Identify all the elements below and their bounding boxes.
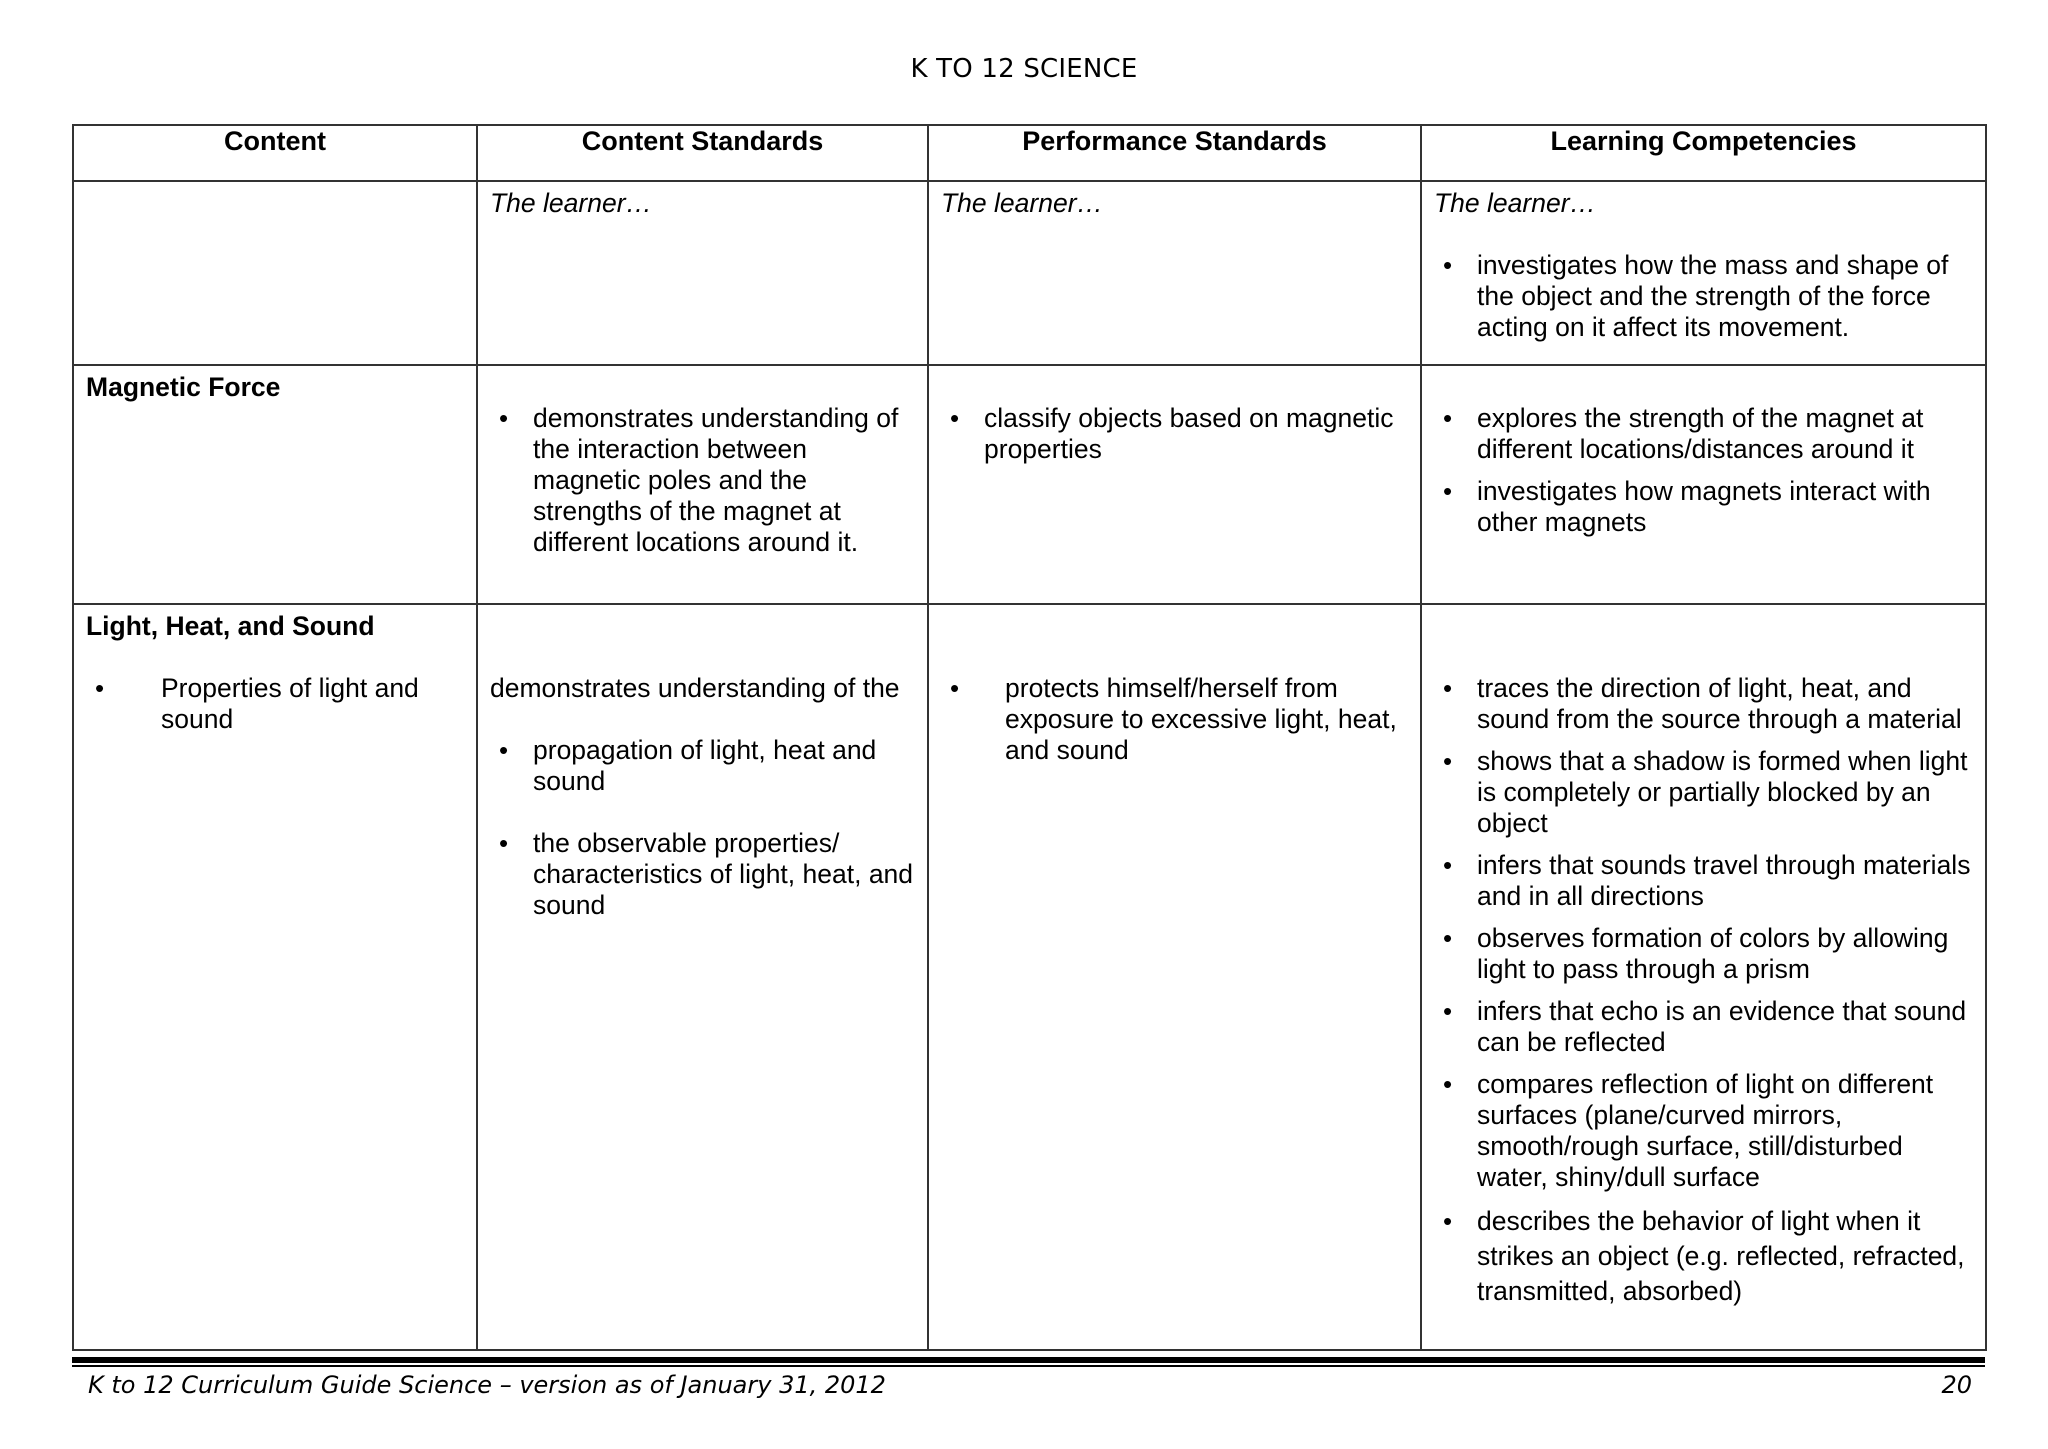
content-cell	[73, 181, 477, 365]
content-standards-cell	[477, 604, 928, 1350]
content-cell	[73, 604, 477, 1350]
column-header-content-standards: Content Standards	[477, 125, 928, 181]
list-item: • investigates how the mass and shape of the object and the strength of the force acting on it affect its movement.	[1434, 250, 1973, 343]
content-cell	[73, 365, 477, 604]
competency-list	[1434, 403, 1973, 538]
list-item: • demonstrates understanding of the interaction between magnetic poles and the strengths of the magnet at different locations around it.	[490, 403, 915, 558]
page-title: K TO 12 SCIENCE	[910, 54, 1138, 84]
content-standards-cell	[477, 365, 928, 604]
list-item: • compares reflection of light on different surfaces (plane/curved mirrors, smooth/rough surface, still/disturbed water, shiny/dull surface	[1434, 1069, 1973, 1193]
content-standards-list	[490, 403, 915, 558]
list-item: • observes formation of colors by allowing light to pass through a prism	[1434, 923, 1973, 985]
list-item: • infers that echo is an evidence that sound can be reflected	[1434, 996, 1973, 1058]
table-row	[73, 181, 1986, 365]
curriculum-table	[72, 124, 1987, 1351]
learner-intro: The learner…	[941, 188, 1104, 218]
list-item: • protects himself/herself from exposure to excessive light, heat, and sound	[941, 673, 1408, 766]
learner-intro: The learner…	[1434, 188, 1597, 218]
header-row	[73, 125, 1986, 181]
column-header-learning-competencies: Learning Competencies	[1421, 125, 1986, 181]
content-standards-cell	[477, 181, 928, 365]
footer-divider	[72, 1357, 1985, 1367]
performance-standards-list	[941, 403, 1408, 465]
list-item: • shows that a shadow is formed when light is completely or partially blocked by an object	[1434, 746, 1973, 839]
competencies-cell	[1421, 604, 1986, 1350]
table-row	[73, 365, 1986, 604]
list-item: • infers that sounds travel through materials and in all directions	[1434, 850, 1973, 912]
list-item: • explores the strength of the magnet at different locations/distances around it	[1434, 403, 1973, 465]
column-header-content: Content	[73, 125, 477, 181]
content-items-list	[86, 673, 464, 735]
performance-standards-list	[941, 673, 1408, 766]
performance-standards-cell	[928, 604, 1421, 1350]
footer-text: K to 12 Curriculum Guide Science – version as of January 31, 2012	[88, 1371, 886, 1399]
competencies-cell	[1421, 181, 1986, 365]
content-topic-title: Magnetic Force	[86, 372, 281, 402]
content-standards-list	[490, 735, 915, 921]
page-number: 20	[1941, 1371, 1972, 1399]
list-item: • classify objects based on magnetic properties	[941, 403, 1408, 465]
competency-list	[1434, 673, 1973, 1309]
competency-list	[1434, 250, 1973, 343]
list-item: • propagation of light, heat and sound	[490, 735, 915, 797]
list-item: • describes the behavior of light when it strikes an object (e.g. reflected, refracted, transmitted, absorbed)	[1434, 1204, 1973, 1309]
learner-intro: The learner…	[490, 188, 653, 218]
table-row	[73, 604, 1986, 1350]
performance-standards-cell	[928, 365, 1421, 604]
list-item: • investigates how magnets interact with other magnets	[1434, 476, 1973, 538]
list-item: • Properties of light and sound	[86, 673, 464, 735]
list-item: • traces the direction of light, heat, and sound from the source through a material	[1434, 673, 1973, 735]
column-header-performance-standards: Performance Standards	[928, 125, 1421, 181]
content-standards-intro: demonstrates understanding of the	[490, 673, 900, 703]
performance-standards-cell	[928, 181, 1421, 365]
content-topic-title: Light, Heat, and Sound	[86, 611, 375, 641]
competencies-cell	[1421, 365, 1986, 604]
list-item: • the observable properties/ characteristics of light, heat, and sound	[490, 828, 915, 921]
